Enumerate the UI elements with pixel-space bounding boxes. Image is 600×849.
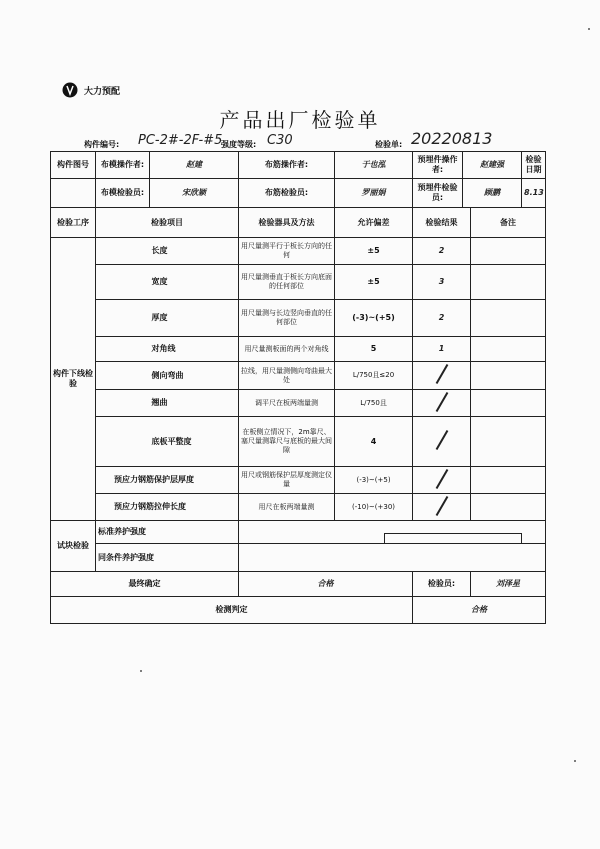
table-row (51, 494, 546, 521)
slash-mark (435, 468, 448, 488)
row-tool: 在板侧立情况下，2m靠尺、塞尺量测靠尺与底板的最大间隙 (239, 417, 335, 467)
row-tool: 用尺量测平行于板长方向的任何 (239, 238, 335, 265)
row-result (413, 362, 471, 390)
row-tolerance: 5 (335, 337, 413, 362)
rebar-inspector-value: 罗丽娟 (335, 179, 413, 208)
row-result: 2 (413, 300, 471, 337)
row-tolerance: (-3)~(+5) (335, 300, 413, 337)
inspector-value: 刘泽星 (471, 572, 546, 597)
stamp-box (384, 533, 522, 544)
row-item: 侧向弯曲 (150, 362, 239, 390)
inspection-form-table (50, 151, 546, 624)
table-row (51, 417, 546, 467)
row-tool: 拉线，用尺量测侧向弯曲最大处 (239, 362, 335, 390)
inspection-date-label: 检验日期 (522, 152, 546, 179)
drawing-no-label: 构件图号 (51, 152, 96, 179)
row-tool: 用尺量测板面的两个对角线 (239, 337, 335, 362)
row-result: 2 (413, 238, 471, 265)
row-remark (471, 390, 546, 417)
personnel-row-inspectors (51, 179, 546, 208)
row-item: 对角线 (150, 337, 239, 362)
row-item: 预应力钢筋拉伸长度 (96, 494, 239, 521)
row-tool: 用尺或钢筋保护层厚度测定仪量 (239, 467, 335, 494)
col-process: 检验工序 (51, 208, 96, 238)
column-header-row (51, 208, 546, 238)
row-remark (471, 300, 546, 337)
component-no-value: PC-2#-2F-#5 (138, 133, 223, 148)
scan-speck (140, 670, 142, 672)
row-result (413, 494, 471, 521)
row-remark (471, 238, 546, 265)
inspector-label: 检验员: (413, 572, 471, 597)
row-tolerance: 4 (335, 417, 413, 467)
judgement-row (51, 597, 546, 624)
embedded-operator-label: 预埋件操作者: (413, 152, 463, 179)
row-item: 底板平整度 (150, 417, 239, 467)
table-row (51, 337, 546, 362)
formwork-inspector-value: 宋欣颖 (150, 179, 239, 208)
same-condition-curing-value (239, 544, 546, 572)
page-title: 产品出厂检验单 (219, 108, 381, 132)
test-row-same-condition (51, 544, 546, 572)
inspection-date-value: 8.13 (522, 179, 546, 208)
row-tool: 用尺在板两端量测 (239, 494, 335, 521)
section-label: 构件下线检验 (51, 238, 96, 521)
embedded-inspector-value: 顾鹏 (463, 179, 522, 208)
final-row (51, 572, 546, 597)
embedded-inspector-label: 预埋件检验员: (413, 179, 463, 208)
slash-mark (435, 495, 448, 515)
row-remark (471, 467, 546, 494)
row-remark (471, 337, 546, 362)
row-remark (471, 417, 546, 467)
slash-mark (435, 364, 448, 384)
strength-label: 强度等级: (221, 140, 257, 149)
row-tool: 调平尺在板两端量测 (239, 390, 335, 417)
final-value: 合格 (239, 572, 413, 597)
personnel-row-operators (51, 152, 546, 179)
table-row (51, 265, 546, 300)
row-result (413, 467, 471, 494)
row-item: 预应力钢筋保护层厚度 (96, 467, 239, 494)
row-tolerance: ±5 (335, 238, 413, 265)
inspection-no-value: 20220813 (411, 129, 493, 148)
judgement-value: 合格 (413, 597, 546, 624)
row-tolerance: ±5 (335, 265, 413, 300)
table-row (51, 467, 546, 494)
col-item: 检验项目 (96, 208, 239, 238)
row-result: 3 (413, 265, 471, 300)
strength-value: C30 (267, 133, 293, 148)
col-tolerance: 允许偏差 (335, 208, 413, 238)
row-remark (471, 362, 546, 390)
col-remark: 备注 (471, 208, 546, 238)
table-row (51, 390, 546, 417)
scan-speck (574, 760, 576, 762)
row-result (413, 417, 471, 467)
col-result: 检验结果 (413, 208, 471, 238)
rebar-inspector-label: 布筋检验员: (239, 179, 335, 208)
row-tool: 用尺量测垂直于板长方向底面的任何部位 (239, 265, 335, 300)
rebar-operator-value: 于也泓 (335, 152, 413, 179)
rebar-operator-label: 布筋操作者: (239, 152, 335, 179)
row-item: 翘曲 (150, 390, 239, 417)
scan-speck (588, 28, 590, 30)
row-result (413, 390, 471, 417)
company-name: 大力预配 (84, 86, 121, 97)
inspection-no-label: 检验单: (375, 140, 403, 149)
row-item: 厚度 (150, 300, 239, 337)
row-tolerance: L/750且≤20 (335, 362, 413, 390)
formwork-operator-value: 赵建 (150, 152, 239, 179)
row-item: 宽度 (150, 265, 239, 300)
same-condition-curing-label: 同条件养护强度 (96, 544, 239, 572)
row-remark (471, 494, 546, 521)
judgement-label: 检测判定 (51, 597, 413, 624)
company-logo (62, 82, 120, 98)
final-label: 最终确定 (51, 572, 239, 597)
row-remark (471, 265, 546, 300)
row-result: 1 (413, 337, 471, 362)
table-row (51, 238, 546, 265)
slash-mark (435, 430, 448, 450)
component-no-label: 构件编号: (84, 140, 120, 149)
row-item: 长度 (150, 238, 239, 265)
row-tolerance: (-10)~(+30) (335, 494, 413, 521)
table-row (51, 300, 546, 337)
row-tool: 用尺量测与长边竖向垂直的任何部位 (239, 300, 335, 337)
company-logo-icon (62, 82, 78, 98)
row-tolerance: L/750且 (335, 390, 413, 417)
embedded-operator-value: 赵建强 (463, 152, 522, 179)
standard-curing-label: 标准养护强度 (96, 521, 239, 544)
formwork-operator-label: 布模操作者: (96, 152, 150, 179)
table-row (51, 362, 546, 390)
drawing-no-value (51, 179, 96, 208)
test-block-label: 试块检验 (51, 521, 96, 572)
col-tool: 检验器具及方法 (239, 208, 335, 238)
formwork-inspector-label: 布模检验员: (96, 179, 150, 208)
slash-mark (435, 391, 448, 411)
row-tolerance: (-3)~(+5) (335, 467, 413, 494)
